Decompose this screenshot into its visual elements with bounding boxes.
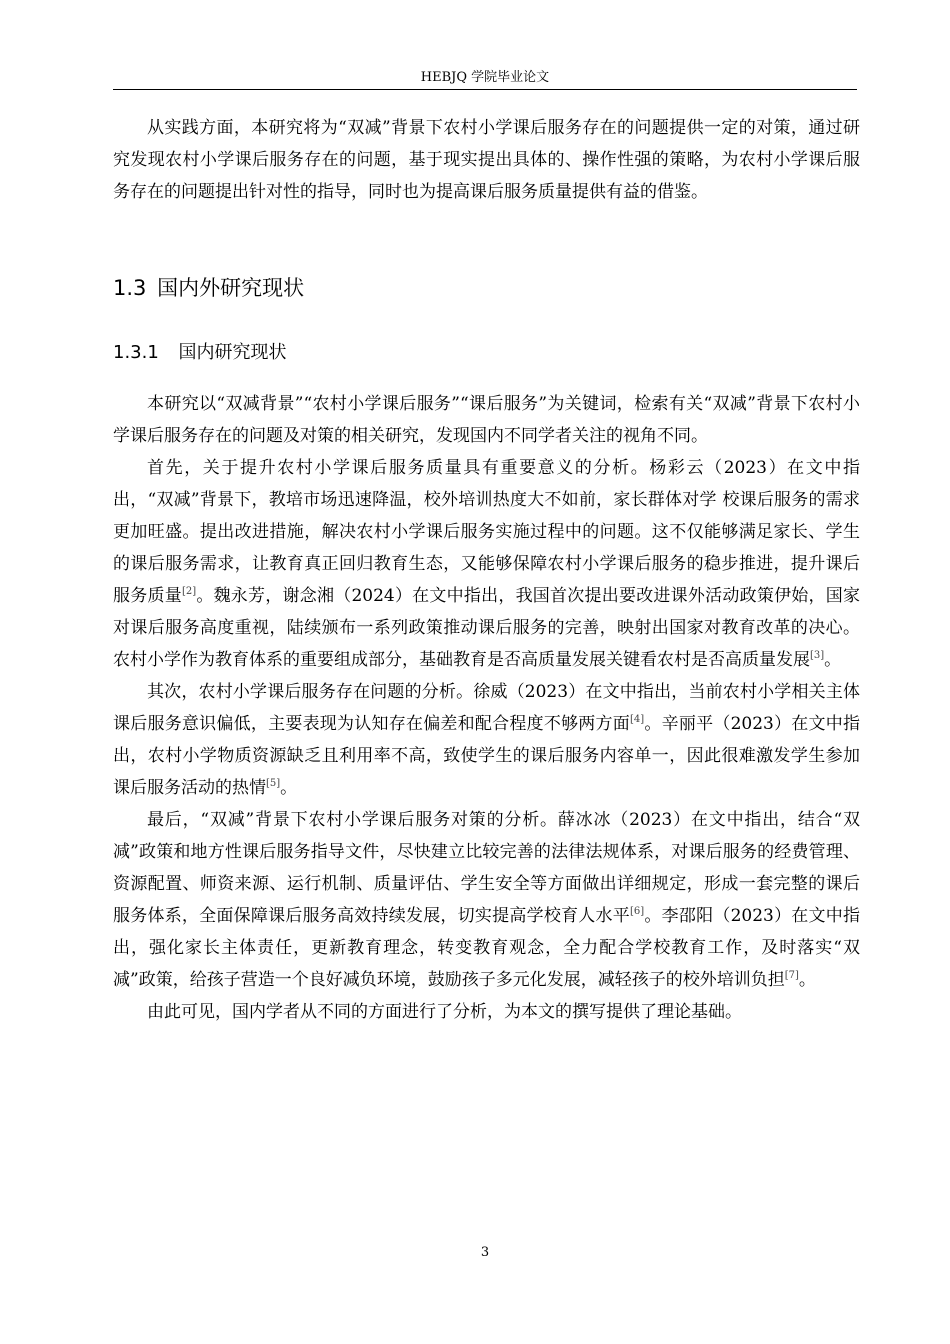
- section-number: 1.3: [113, 276, 147, 300]
- paragraph-second-text-3: 。: [280, 778, 298, 798]
- citation-5[interactable]: [5]: [266, 778, 281, 789]
- page-number: 3: [480, 1245, 490, 1260]
- paragraph-first-text-3: 。: [824, 650, 842, 670]
- paragraph-last: [113, 804, 860, 996]
- paragraph-first-text-2: 。魏永芳，谢念湘（2024）在文中指出，我国首次提出要改进课外活动政策伊始，国家对课后服务高度重视，陆续颁布一系列政策推动课后服务的完善，映射出国家对教育改革的决心。农村小学作为教育体系的重要组成部分，基础教育是否高质量发展关键看农村是否高质量发展: [113, 586, 861, 670]
- paragraph-last-text-1: 最后，“双减”背景下农村小学课后服务对策的分析。薛冰冰（2023）在文中指出，结合“双减”政策和地方性课后服务指导文件，尽快建立比较完善的法律法规体系，对课后服务的经费管理、资源配置、师资来源、运行机制、质量评估、学生安全等方面做出详细规定，形成一套完整的课后服务体系，全面保障课后服务高效持续发展，切实提高学校育人水平: [113, 810, 860, 926]
- citation-3[interactable]: [3]: [810, 650, 825, 661]
- running-header: HEBJQ 学院毕业论文: [420, 70, 550, 85]
- subsection-heading-1-3-1: [113, 341, 857, 365]
- paragraph-first: [113, 452, 860, 676]
- citation-2[interactable]: [2]: [181, 586, 197, 597]
- citation-6[interactable]: [6]: [630, 906, 645, 917]
- paragraph-first-text-1: 首先，关于提升农村小学课后服务质量具有重要意义的分析。杨彩云（2023）在文中指出，“双减”背景下，教培市场迅速降温，校外培训热度大不如前，家长群体对学 校课后服务的需求更加旺盛。提出改进措施，解决农村小学课后服务实施过程中的问题。这不仅能够满足家长、学生的课后服务需求，让教育真正回归教育生态，又能够保障农村小学课后服务的稳步推进，提升课后服务质量: [113, 458, 860, 606]
- practice-paragraph-block: [113, 112, 860, 208]
- literature-review-block: [113, 388, 860, 1028]
- section-heading-1-3: [113, 274, 857, 302]
- paragraph-last-text-2: 。李邵阳（2023）在文中指出，强化家长主体责任，更新教育理念，转变教育观念，全力配合学校教育工作，及时落实“双减”政策，给孩子营造一个良好减负环境，鼓励孩子多元化发展，减轻孩子的校外培训负担: [113, 906, 861, 990]
- section-title: 国内外研究现状: [157, 276, 305, 300]
- subsection-title: 国内研究现状: [178, 342, 287, 363]
- citation-7[interactable]: [7]: [784, 970, 799, 981]
- header-rule: [113, 89, 857, 90]
- paragraph-intro: 本研究以“双减背景”“农村小学课后服务”“课后服务”为关键词，检索有关“双减”背景下农村小学课后服务存在的问题及对策的相关研究，发现国内不同学者关注的视角不同。: [113, 394, 860, 446]
- paragraph-second-text-1: 其次，农村小学课后服务存在问题的分析。徐威（2023）在文中指出，当前农村小学相关主体课后服务意识偏低，主要表现为认知存在偏差和配合程度不够两方面: [113, 682, 860, 734]
- citation-4[interactable]: [4]: [630, 714, 645, 725]
- paragraph-practice: 从实践方面，本研究将为“双减”背景下农村小学课后服务存在的问题提供一定的对策，通过研究发现农村小学课后服务存在的问题，基于现实提出具体的、操作性强的策略，为农村小学课后服务存在的问题提出针对性的指导，同时也为提高课后服务质量提供有益的借鉴。: [113, 118, 860, 202]
- subsection-number: 1.3.1: [113, 342, 159, 363]
- paragraph-second: [113, 676, 860, 804]
- paragraph-last-text-3: 。: [798, 970, 816, 990]
- paragraph-second-text-2: 。辛丽平（2023）在文中指出，农村小学物质资源缺乏且利用率不高，致使学生的课后服务内容单一，因此很难激发学生参加课后服务活动的热情: [113, 714, 861, 798]
- paragraph-conclusion: 由此可见，国内学者从不同的方面进行了分析，为本文的撰写提供了理论基础。: [147, 1002, 742, 1022]
